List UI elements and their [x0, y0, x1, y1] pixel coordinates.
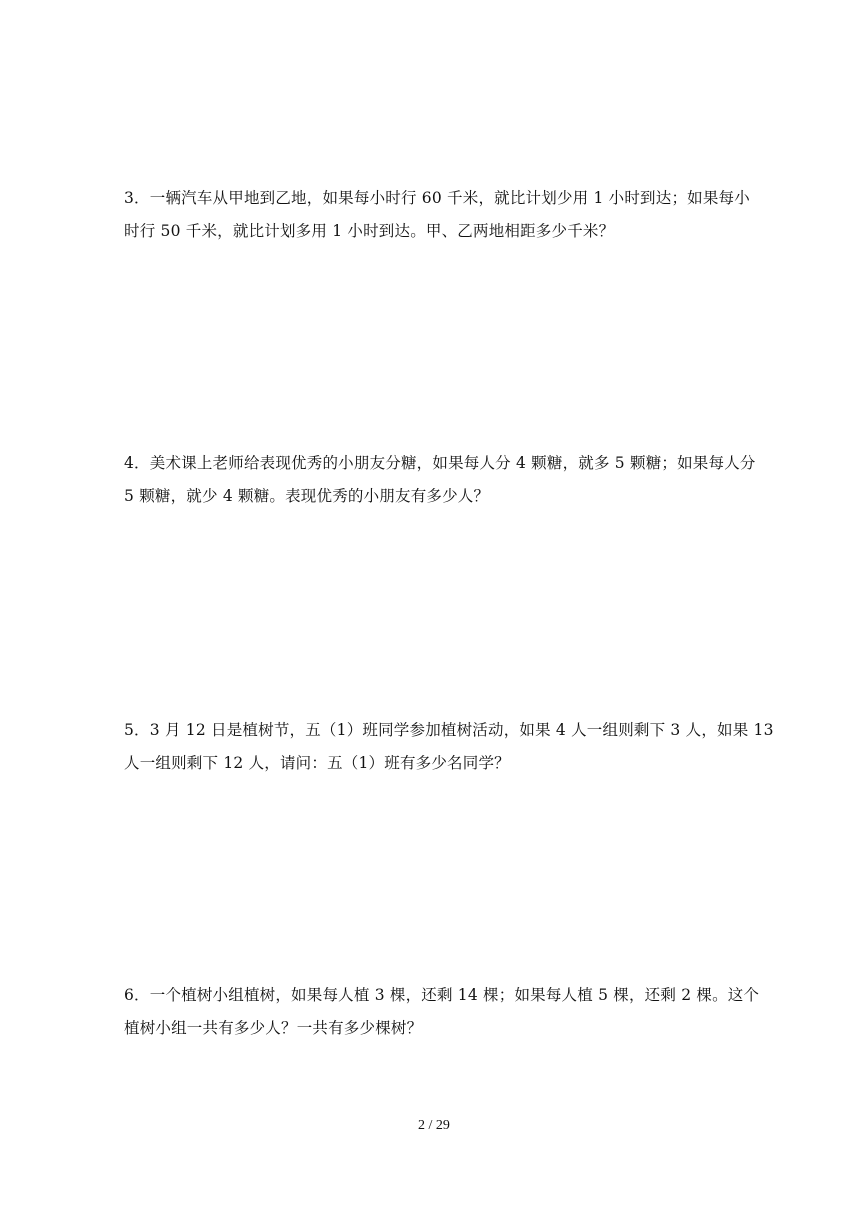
problem-6-line-1: 6．一个植树小组植树，如果每人植 3 棵，还剩 14 棵；如果每人植 5 棵，还剩 2 棵。这个: [124, 986, 760, 1004]
page-number: 2 / 29: [418, 1118, 450, 1133]
problem-3-line-1: 3．一辆汽车从甲地到乙地，如果每小时行 60 千米，就比计划少用 1 小时到达；如果每小: [124, 189, 750, 207]
problem-4: [124, 447, 756, 513]
problem-3: [124, 182, 752, 248]
problem-4-line-1: 4．美术课上老师给表现优秀的小朋友分糖，如果每人分 4 颗糖，就多 5 颗糖；如果每人分: [124, 454, 756, 472]
problem-5: [124, 714, 774, 780]
problem-6-line-2: 植树小组一共有多少人？一共有多少棵树？: [124, 1019, 423, 1037]
problem-6: [124, 979, 760, 1045]
problem-4-line-2: 5 颗糖，就少 4 颗糖。表现优秀的小朋友有多少人？: [124, 487, 490, 505]
problem-3-line-2: 时行 50 千米，就比计划多用 1 小时到达。甲、乙两地相距多少千米？: [124, 222, 615, 240]
problem-5-line-2: 人一组则剩下 12 人，请问：五（1）班有多少名同学？: [124, 754, 510, 772]
problem-5-line-1: 5．3 月 12 日是植树节，五（1）班同学参加植树活动，如果 4 人一组则剩下 3 人，如果 13: [124, 721, 774, 739]
